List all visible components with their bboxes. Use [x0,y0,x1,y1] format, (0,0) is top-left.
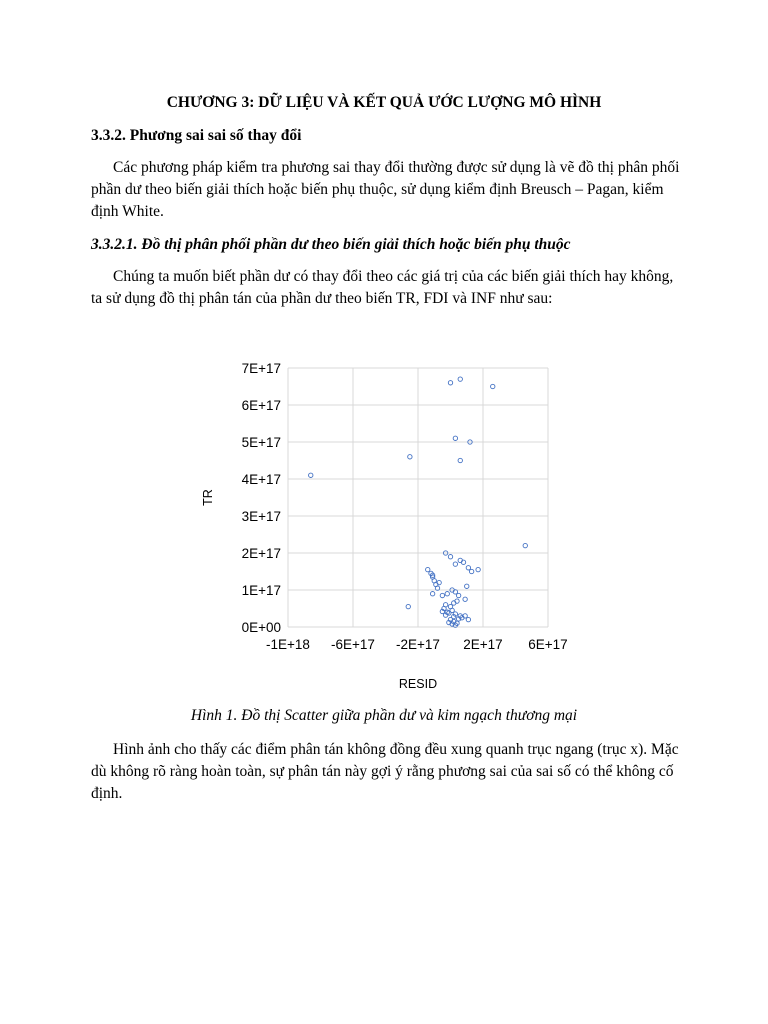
y-tick-label: 0E+00 [241,620,281,635]
scatter-point [448,381,452,385]
paragraph-1-text: Các phương pháp kiểm tra phương sai thay đổi thường được sử dụng là vẽ đồ thị phân phối phần dư theo biến giải thích hoặc biến phụ thuộc, sử dụng kiểm định Breusch – Pagan, kiểm định White. [91,159,680,220]
paragraph-1 [91,157,687,223]
scatter-point [408,455,412,459]
x-tick-label: -2E+17 [396,637,440,652]
scatter-point [440,593,444,597]
scatter-point [476,567,480,571]
scatter-point [309,473,313,477]
chapter-title: CHƯƠNG 3: DỮ LIỆU VÀ KẾT QUẢ ƯỚC LƯỢNG MÔ HÌNH [166,94,602,111]
y-tick-label: 6E+17 [241,398,281,413]
scatter-point [406,604,410,608]
scatter-point [463,597,467,601]
scatter-point [458,377,462,381]
section-heading: 3.3.2. Phương sai sai số thay đổi [91,127,302,144]
y-tick-label: 4E+17 [241,472,281,487]
scatter-point [465,584,469,588]
paragraph-2-text: Chúng ta muốn biết phần dư có thay đổi theo các giá trị của các biến giải thích hay không, ta sử dụng đồ thị phân tán của phần dư theo biến TR, FDI và INF như sau: [91,268,674,307]
scatter-point [456,593,460,597]
scatter-point [491,384,495,388]
paragraph-3 [91,739,687,805]
scatter-point [430,592,434,596]
subsection-heading: 3.3.2.1. Đồ thị phân phối phần dư theo biến giải thích hoặc biến phụ thuộc [91,236,571,253]
x-tick-label: 6E+17 [528,637,568,652]
scatter-chart [190,340,580,700]
y-tick-label: 1E+17 [241,583,281,598]
scatter-point [453,436,457,440]
scatter-point [469,569,473,573]
scatter-point [448,555,452,559]
paragraph-2 [91,266,687,310]
scatter-point [458,458,462,462]
chart-grid [288,368,548,627]
scatter-point [445,592,449,596]
x-tick-label: -1E+18 [266,637,310,652]
y-tick-label: 7E+17 [241,361,281,376]
scatter-point [523,543,527,547]
y-tick-label: 5E+17 [241,435,281,450]
scatter-point [426,567,430,571]
y-tick-label: 3E+17 [241,509,281,524]
x-axis-ticks [266,637,568,652]
scatter-point [466,566,470,570]
y-axis-label: TR [201,489,215,506]
x-axis-label: RESID [398,677,438,691]
x-tick-label: 2E+17 [463,637,503,652]
paragraph-3-text: Hình ảnh cho thấy các điểm phân tán không đồng đều xung quanh trục ngang (trục x). Mặc dù không rõ ràng hoàn toàn, sự phân tán này gợi ý rằng phương sai của sai số có thể không cố định. [91,741,679,802]
y-axis-ticks [242,361,281,635]
scatter-point [466,617,470,621]
x-tick-label: -6E+17 [331,637,375,652]
scatter-point [453,562,457,566]
figure-caption: Hình 1. Đồ thị Scatter giữa phần dư và kim ngạch thương mại [190,707,578,724]
y-tick-label: 2E+17 [241,546,281,561]
